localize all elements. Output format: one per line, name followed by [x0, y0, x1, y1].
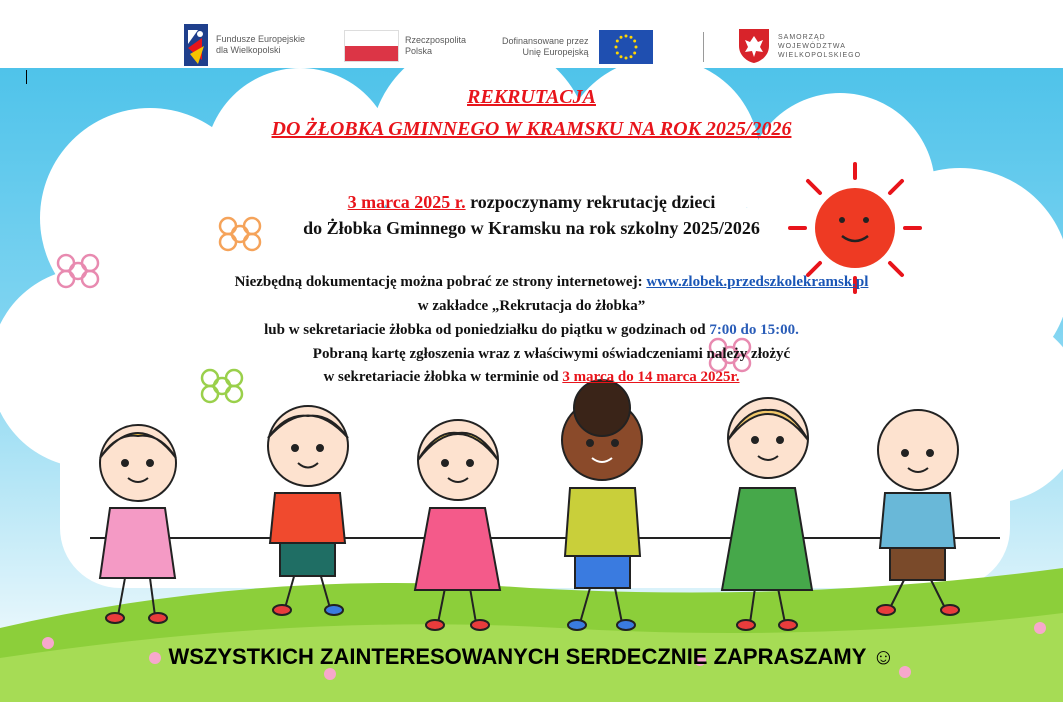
deadline-line: w sekretariacie żłobka w terminie od 3 marca do 14 marca 2025r. — [323, 369, 740, 385]
fe-text-line2: dla Wielkopolski — [216, 45, 281, 55]
intro-line2: do Żłobka Gminnego w Kramsku na rok szkolny 2025/2026 — [303, 218, 760, 238]
logo-rzeczpospolita — [344, 30, 466, 62]
deadline-dates: 3 marca do 14 marca 2025r. — [562, 369, 740, 385]
sw-text-line2: WOJEWÓDZTWA — [778, 42, 846, 50]
eu-flag-icon — [599, 30, 653, 64]
title-line2: DO ŻŁOBKA GMINNEGO W KRAMSKU NA ROK 2025/2026 — [271, 118, 792, 140]
office-hours: 7:00 do 15:00. — [709, 322, 799, 338]
title-line1: REKRUTACJA — [467, 86, 596, 108]
start-date: 3 marca 2025 r. — [347, 192, 466, 212]
office-line: lub w sekretariacie żłobka od poniedziałku do piątku w godzinach od 7:00 do 15:00. — [264, 322, 799, 338]
sw-text-line1: SAMORZĄD — [778, 33, 826, 41]
logo-bar — [0, 0, 1063, 68]
logo-fundusze-europejskie — [184, 24, 305, 66]
polish-flag-icon — [344, 30, 399, 62]
rp-text-line2: Polska — [405, 46, 433, 56]
cursor-mark — [26, 70, 27, 84]
website-link[interactable]: www.zlobek.przedszkolekramsk.pl — [646, 274, 869, 290]
logo-divider — [703, 32, 704, 62]
ue-text-line2: Unię Europejską — [522, 47, 589, 57]
sw-text-line3: WIELKOPOLSKIEGO — [778, 51, 862, 59]
docs-line: Niezbędną dokumentację można pobrać ze strony internetowej: www.zlobek.przedszkolekramsk.pl — [234, 274, 869, 290]
fundusze-europejskie-icon — [184, 24, 210, 66]
coat-of-arms-icon — [738, 28, 770, 64]
ue-text-line1: Dofinansowane przez — [502, 36, 589, 46]
fe-text-line1: Fundusze Europejskie — [216, 34, 306, 44]
recruitment-poster — [0, 68, 1063, 702]
logo-unia-europejska — [502, 30, 653, 64]
rp-text-line1: Rzeczpospolita — [405, 35, 467, 45]
tab-line: w zakładce „Rekrutacja do żłobka” — [417, 298, 646, 314]
intro-line1: 3 marca 2025 r. rozpoczynamy rekrutację dzieci — [347, 192, 716, 212]
logo-samorzad-wielkopolski — [738, 28, 861, 64]
invitation-footer: WSZYSTKICH ZAINTERESOWANYCH SERDECZNIE ZAPRASZAMY ☺ — [168, 644, 895, 669]
form-line: Pobraną kartę zgłoszenia wraz z właściwymi oświadczeniami należy złożyć — [312, 346, 791, 362]
